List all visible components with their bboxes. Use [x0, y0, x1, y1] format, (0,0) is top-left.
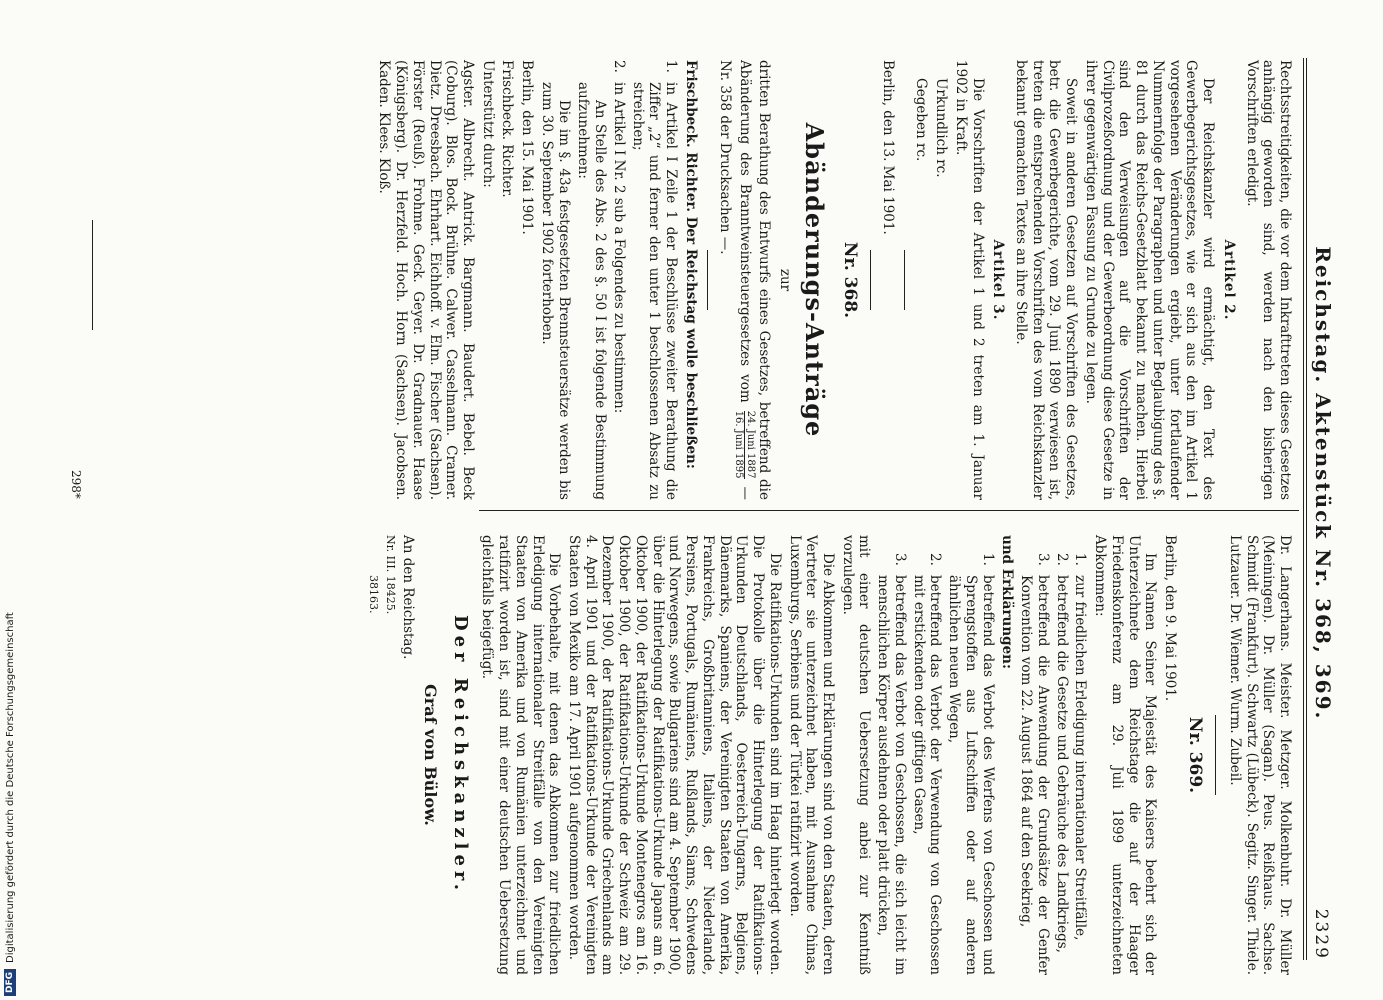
und-erklaerungen: und Erklärungen:: [999, 535, 1016, 669]
supporters-list: [376, 60, 476, 500]
closing-gegeben: Gegeben rc.: [913, 78, 930, 162]
separator-rule: [1215, 715, 1216, 795]
intro-369: Im Namen Seiner Majestät des Kaisers beehrt sich der Unterzeichnete dem Reichstage die auf der Haager Friedenskonferenz am 29. Juli 1899 unterzeichneten Abkommen:: [1092, 535, 1159, 975]
list-item: [629, 60, 679, 500]
page-header: [1311, 58, 1351, 960]
reichskanzler-signature-title: Der Reichskanzler.: [449, 614, 471, 896]
list-item: [610, 60, 627, 500]
addressee: An den Reichstag.: [400, 535, 417, 660]
date-13-mai: Berlin, den 13. Mai 1901.: [879, 60, 896, 235]
supporters-text: Agster. Albrecht. Antrick. Bargmann. Baudert. Bebel. Beck (Coburg). Blos. Bock. Brühne. Calwer. Casselmann. Cramer. Dietz. Dreesbach. Ehrhart. Eichhoff. v. Elm. Fischer (Sachsen). Förster (Reuß). Frohme. Geck. Geyer. Dr. Gradnauer. Haase (Königsberg). Dr. Herzfeld. Hoch. Horn (Sachsen). Jacobsen. Kaden. Klees. Kloß.: [376, 60, 476, 500]
separator-rule: [904, 250, 905, 310]
item-text: betreffend das Verbot von Geschossen, die sich leicht im menschlichen Körper ausdehnen oder platt drücken,: [875, 575, 908, 975]
date-9-mai: Berlin, den 9. Mai 1901.: [1161, 535, 1178, 702]
separator-rule: [870, 250, 871, 310]
item-number: 2.: [1053, 553, 1070, 566]
item-number: 2.: [927, 553, 944, 566]
closing-urkundlich: Urkundlich rc.: [933, 78, 950, 178]
column-divider: [479, 510, 1299, 511]
artikel-2-heading: Artikel 2.: [1220, 239, 1237, 321]
graf-von-buelow: Graf von Bülow.: [421, 684, 441, 826]
list-item: [1053, 553, 1070, 975]
item-text: in Artikel I Zeile 1 der Beschlüsse zweiter Berathung die Ziffer „2“ und ferner den unter 1 beschlossenen Absatz zu streichen;: [629, 82, 680, 500]
item-number: 1.: [663, 60, 680, 73]
fraction-bottom: 16. Juni 1895: [732, 410, 744, 479]
digitization-note-text: Digitalisierung gefördert durch die Deutsche Forschungsgemeinschaft: [4, 612, 16, 963]
reference-number: Nr. III. 18425.: [383, 535, 397, 615]
header-title: Reichstag. Aktenstück Nr. 368, 369.: [1311, 246, 1335, 721]
artikel-3-heading: Artikel 3.: [990, 239, 1007, 321]
intro-text-main: dritten Berathung des Entwurfs eines Gesetzes, betreffend die Abänderung des Branntweinsteuergesetzes vom: [736, 60, 773, 500]
fraction-top: 24. Juni 1887: [744, 410, 756, 479]
signers-continuation: [1226, 535, 1293, 975]
digitization-note: [3, 0, 17, 996]
item-text: betreffend die Anwendung der Grundsätze der Genfer Konvention vom 22. August 1864 auf den Seekrieg,: [1018, 575, 1051, 975]
paragraph-reservations: Die Vorbehalte, mit denen das Abkommen zur friedlichen Erledigung internationaler Streitfälle von den Vereinigten Staaten von Amerika und von Rumänien unterzeichnet und ratifizirt worden ist, sind mit einer deutschen Uebersetzung gleichfalls beigefügt.: [479, 535, 563, 975]
artikel-2-text: Der Reichskanzler wird ermächtigt, den Text des Gewerbegerichtsgesetzes, wie er sich aus den im Artikel 1 vorgesehenen Veränderungen ergiebt, unter fortlaufender Nummernfolge der Paragraphen und unter Beglaubigung des §. 81 durch das Reichs-Gesetzblatt bekannt zu machen. Hierbei sind den Verweisungen auf die Vorschriften der Civilprozeßordnung und der Gewerbeordnung diese Gesetze in ihrer gegenwärtigen Fassung zu Grunde zu legen.: [1082, 60, 1217, 500]
signer-2: Frischbeck. Richter.: [499, 60, 516, 198]
list-item: [1017, 553, 1050, 975]
item-text: betreffend das Verbot des Werfens von Geschossen und Sprengstoffen aus Luftschiffen oder auf anderen ähnlichen neuen Wegen,: [946, 575, 996, 975]
item-2-sub: An Stelle des Abs. 2 des §. 50 I ist folgende Bestimmung aufzunehmen:: [575, 82, 609, 500]
list-item: [945, 553, 995, 975]
date-fraction: [733, 411, 756, 479]
item-text: betreffend die Gesetze und Gebräuche des Landkriegs,: [1053, 575, 1070, 953]
item-text: in Artikel I Nr. 2 sub a Folgendes zu bestimmen:: [610, 82, 627, 414]
left-column: [376, 60, 1293, 501]
list-item: [910, 553, 943, 975]
list-item: [1072, 553, 1089, 975]
item-number: 1.: [979, 553, 996, 566]
date-15-mai: Berlin, den 15. Mai 1901.: [519, 60, 536, 235]
item-text: zur friedlichen Erledigung internationaler Streitfälle,: [1072, 575, 1089, 941]
item-text: betreffend das Verbot der Verwendung von Geschossen mit erstickenden oder giftigen Gasen,: [910, 575, 944, 975]
with-translation: mit einer deutschen Uebersetzung anbei zur Kenntniß vorzulegen.: [839, 535, 873, 975]
header-page-number: 2329: [1311, 908, 1331, 960]
signer-line: Frischbeck. Richter. Der Reichstag wolle beschließen:: [682, 60, 699, 469]
nr-368-heading: Nr. 368.: [839, 241, 860, 319]
supported-label: Unterstützt durch:: [479, 60, 496, 188]
artikel-2-text-2: Soweit in anderen Gesetzen auf Vorschriften des Gesetzes, betr. die Gewerbegerichte, vom 29. Juni 1890 verwiesen ist, treten die entsprechenden Vorschriften des vom Reichskanzler bekannt gemachten Textes an ihre Stelle.: [1012, 60, 1080, 500]
right-column: [367, 535, 1293, 975]
paragraph-ratified: Die Abkommen und Erklärungen sind von den Staaten, deren Vertreter sie unterzeichnet haben, mit Ausnahme Chinas, Luxemburgs, Serbiens und der Türkei ratifizirt worden.: [786, 535, 837, 975]
artikel-3-text: Die Vorschriften der Artikel 1 und 2 treten am 1. Januar 1902 in Kraft.: [952, 60, 986, 500]
nr-369-heading: Nr. 369.: [1185, 716, 1206, 794]
item-number: 3.: [891, 553, 908, 566]
item-2-sub-2: Die im §. 43a festgesetzten Brennsteuersätze werden bis zum 30. September 1902 forterhoben.: [538, 82, 572, 500]
signers-cont-text: Dr. Langerhans. Meister. Metzger. Molkenbuhr. Dr. Müller (Meiningen). Dr. Müller (Sagan). Peus. Reißhaus. Sachse. Schmidt (Frankfurt). Schwartz (Lübeck). Segitz. Singer. Thiele. Lutzauer. Dr. Wiemer. Wurm. Zubeil.: [1226, 535, 1293, 975]
continuation-paragraph: Rechtsstreitigkeiten, die vor dem Inkrafttreten dieses Gesetzes anhängig geworden sind, werden nach den bisherigen Vorschriften erledigt.: [1243, 60, 1293, 500]
list-item: [875, 553, 908, 975]
abaenderungs-antraege-title: Abänderungs-Anträge: [799, 122, 829, 438]
separator-rule: [707, 250, 708, 310]
reference-number-2: 38163.: [367, 575, 381, 614]
item-number: 3.: [1034, 553, 1051, 566]
page-signature: 298*: [69, 470, 83, 499]
item-number: 1.: [1072, 553, 1089, 566]
zur-label: zur: [777, 268, 794, 292]
item-number: 2.: [610, 60, 627, 73]
paragraph-deposit: Die Ratifikations-Urkunden sind im Haag hinterlegt worden. Die Protokolle über die Hinterlegung der Ratifikations-Urkunden Deutschlands, Oesterreich-Ungarns, Belgiens, Dänemarks, Spaniens, der Vereinigten Staaten von Amerika, Frankreichs, Großbritanniens, Italiens, der Niederlande, Persiens, Portugals, Rumäniens, Rußlands, Siams, Schwedens und Norwegens, sowie Bulgariens sind am 4. September 1900, über die Hinterlegung der Ratifikations-Urkunde Japans am 6. Oktober 1900, der Ratifikations-Urkunde Montenegros am 16. Oktober 1900, der Ratifikations-Urkunde der Schweiz am 29. Dezember 1900, der Ratifikations-Urkunde Griechenlands am 4. April 1901 und der Ratifikations-Urkunde der Vereinigten Staaten von Mexiko am 17. April 1901 aufgenommen worden.: [566, 535, 783, 975]
dfg-logo: DFG: [4, 969, 16, 996]
footer-rule: [92, 220, 93, 330]
intro-text-end: — Nr. 358 der Drucksachen —.: [716, 60, 753, 501]
header-rule: [1303, 58, 1307, 960]
intro-text: [716, 60, 772, 500]
